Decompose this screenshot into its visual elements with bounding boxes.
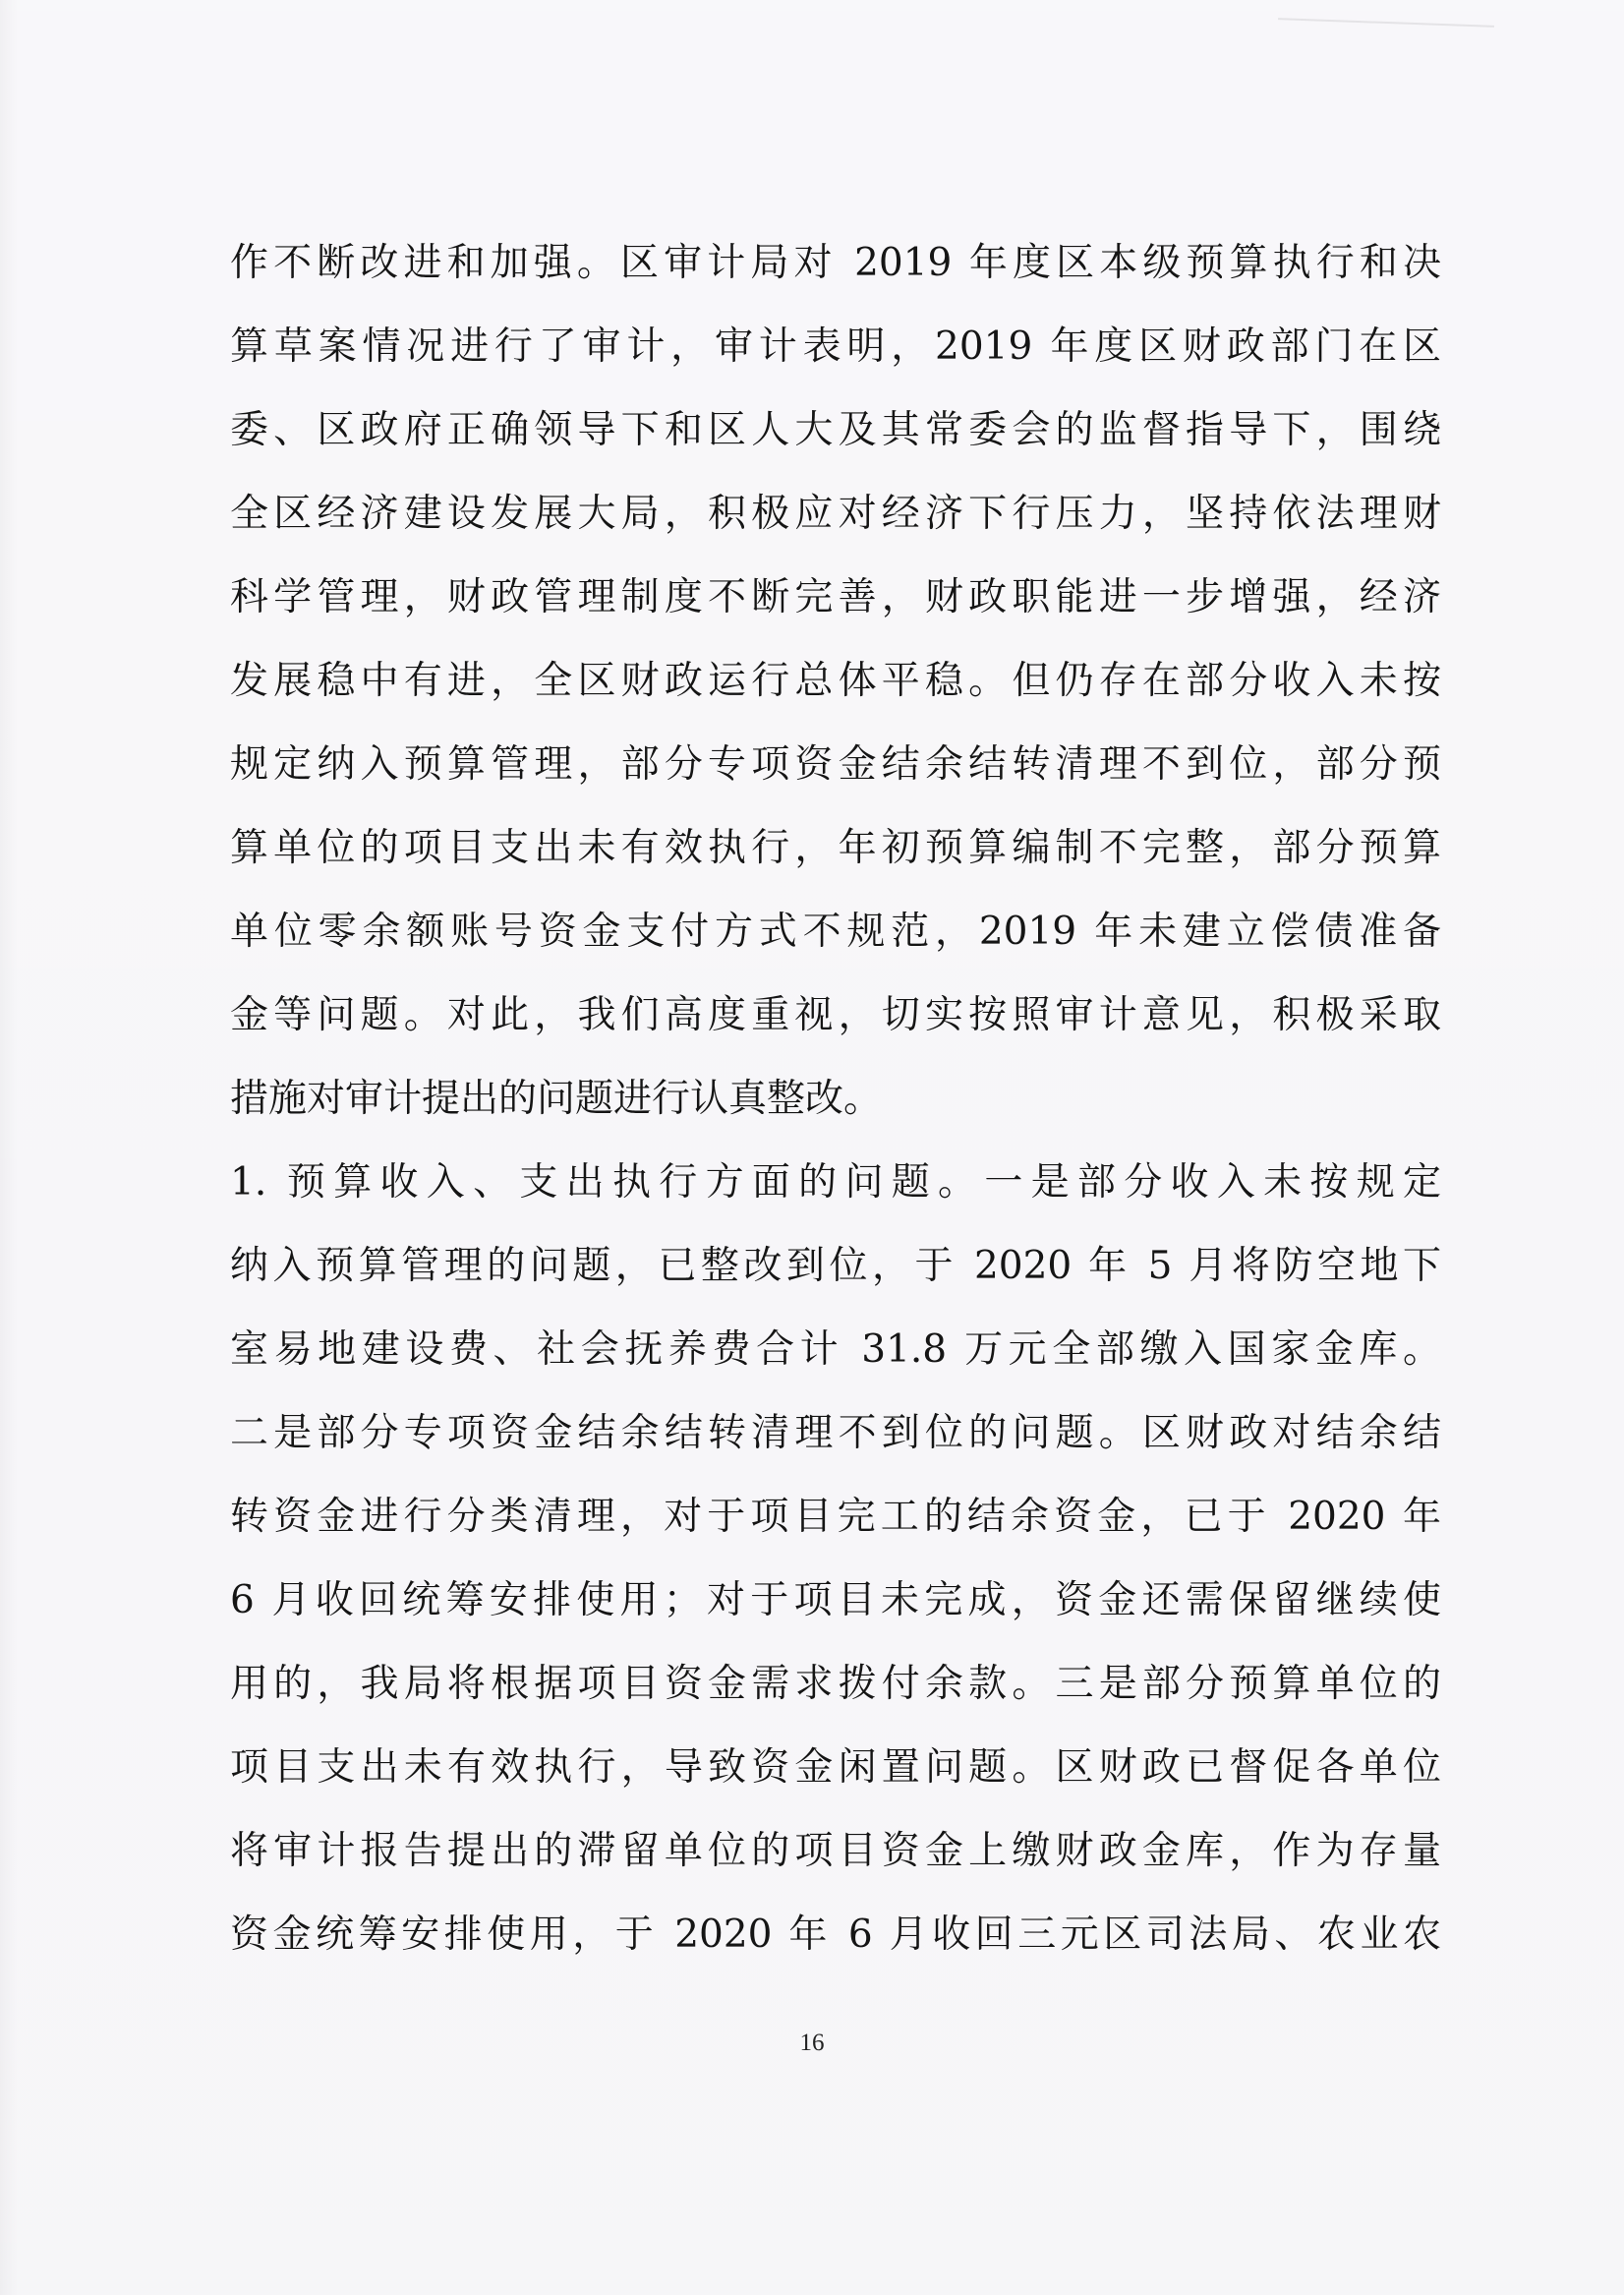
body-line-2: 算草案情况进行了审计，审计表明，2019 年度区财政部门在区 [230,324,1441,369]
section-line-9: 将审计报告提出的滞留单位的项目资金上缴财政金库，作为存量 [230,1829,1441,1873]
page-number: 16 [799,2030,825,2056]
body-line-4: 全区经济建设发展大局，积极应对经济下行压力，坚持依法理财 [230,492,1441,536]
section-line-5: 转资金进行分类清理，对于项目完工的结余资金，已于 2020 年 [230,1495,1441,1539]
section-line-4: 二是部分专项资金结余结转清理不到位的问题。区财政对结余结 [230,1411,1441,1455]
section-line-7: 用的，我局将根据项目资金需求拨付余款。三是部分预算单位的 [230,1662,1441,1706]
body-line-3: 委、区政府正确领导下和区人大及其常委会的监督指导下，围绕 [230,408,1441,452]
body-line-1: 作不断改进和加强。区审计局对 2019 年度区本级预算执行和决 [230,241,1441,285]
section-line-10: 资金统筹安排使用，于 2020 年 6 月收回三元区司法局、农业农 [230,1912,1441,1957]
section-line-8: 项目支出未有效执行，导致资金闲置问题。区财政已督促各单位 [230,1745,1441,1790]
scan-mark [1278,18,1494,28]
section-line-2: 纳入预算管理的问题，已整改到位，于 2020 年 5 月将防空地下 [230,1244,1441,1288]
body-line-7: 规定纳入预算管理，部分专项资金结余结转清理不到位，部分预 [230,742,1441,787]
body-line-9: 单位零余额账号资金支付方式不规范，2019 年未建立偿债准备 [230,910,1441,954]
section-line-1: 1. 预算收入、支出执行方面的问题。一是部分收入未按规定 [230,1160,1441,1205]
body-line-5: 科学管理，财政管理制度不断完善，财政职能进一步增强，经济 [230,575,1441,619]
body-line-11: 措施对审计提出的问题进行认真整改。 [230,1077,883,1121]
section-line-6: 6 月收回统筹安排使用；对于项目未完成，资金还需保留继续使 [230,1578,1441,1622]
body-line-8: 算单位的项目支出未有效执行，年初预算编制不完整，部分预算 [230,826,1441,870]
body-line-10: 金等问题。对此，我们高度重视，切实按照审计意见，积极采取 [230,993,1441,1037]
body-line-6: 发展稳中有进，全区财政运行总体平稳。但仍存在部分收入未按 [230,659,1441,703]
section-line-3: 室易地建设费、社会抚养费合计 31.8 万元全部缴入国家金库。 [230,1327,1441,1372]
